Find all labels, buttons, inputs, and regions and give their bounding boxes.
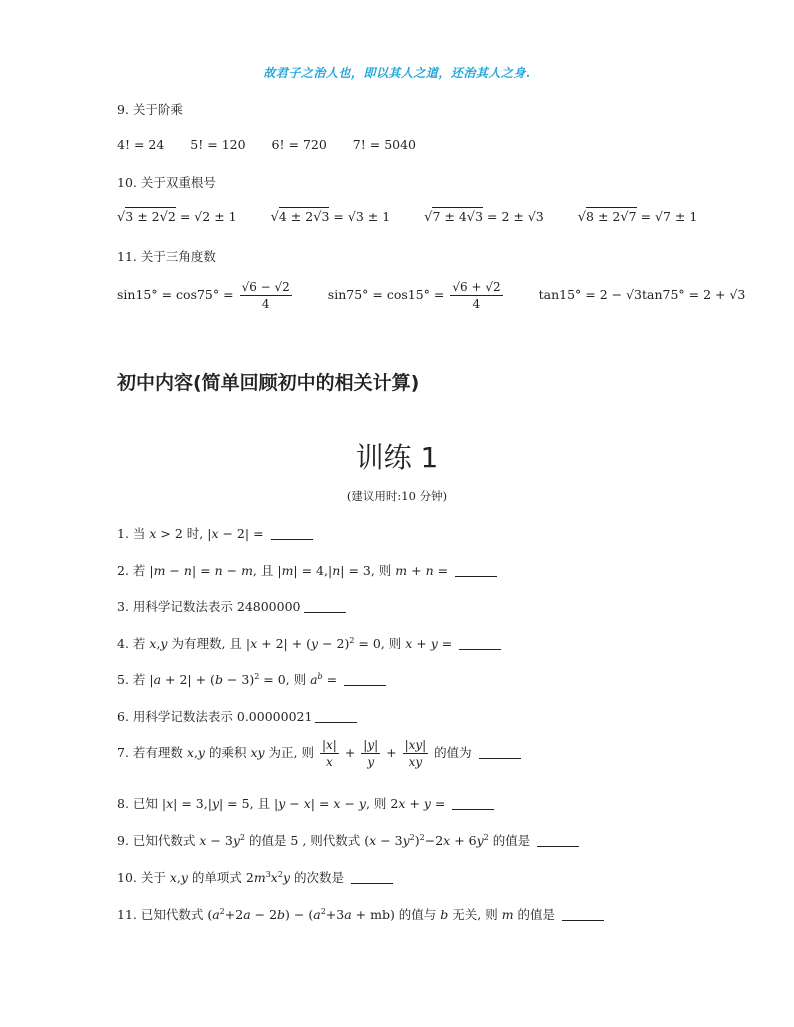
answer-blank[interactable]: [562, 919, 604, 921]
question-8: 8. 已知 |x| = 3,|y| = 5, 且 |y − x| = x − y, 则 2x + y =: [117, 794, 494, 812]
answer-blank[interactable]: [455, 575, 497, 577]
factorial-item: 5! = 120: [190, 137, 246, 152]
section-9-title: 9. 关于阶乘: [117, 102, 183, 117]
formula: tan15° = 2 − √3tan75° = 2 + √3: [538, 287, 746, 302]
question-6: 6. 用科学记数法表示 0.00000021: [117, 707, 357, 725]
factorial-item: 7! = 5040: [352, 137, 417, 152]
question-10: 10. 关于 x,y 的单项式 $2m^3x^2y$ 的次数是: [117, 868, 393, 886]
question-7: 7. 若有理数 x,y 的乘积 xy 为正, 则 $\frac{|x|}{x}$ + $\frac{|y|}{y}$ + $\frac{|xy|}{xy}$ 的值为: [117, 738, 521, 769]
section-11-title: 11. 关于三角度数: [117, 249, 216, 264]
formula: sin75° = cos15° = $\frac{√6 + √2}{4}$: [327, 280, 501, 311]
question-4: 4. 若 x,y 为有理数, 且 $|x + 2| + (y - 2)^2 = 0$, 则 x + y =: [117, 634, 501, 652]
answer-blank[interactable]: [351, 882, 393, 884]
answer-blank[interactable]: [537, 845, 579, 847]
answer-blank[interactable]: [459, 648, 501, 650]
question-3: 3. 用科学记数法表示 24800000: [117, 597, 346, 615]
time-hint: (建议用时:10 分钟): [346, 489, 448, 503]
answer-blank[interactable]: [479, 757, 521, 759]
answer-blank[interactable]: [315, 721, 357, 723]
formula: sin15° = cos75° = $\frac{√6 - √2}{4}$: [117, 280, 290, 311]
answer-blank[interactable]: [304, 611, 346, 613]
answer-blank[interactable]: [271, 538, 313, 540]
double-radical-formulas: [117, 209, 697, 225]
trig-formulas: [117, 280, 745, 311]
factorial-list: [117, 137, 416, 152]
question-11: 11. 已知代数式 $(a^2+2a - 2b) - (a^2+3a + mb)$ 的值与 b 无关, 则 m 的值是: [117, 905, 604, 923]
question-1: 1. 当 x > 2 时, |x − 2| =: [117, 524, 313, 542]
question-2: 2. 若 |m − n| = n − m, 且 |m| = 4,|n| = 3, 则 m + n =: [117, 561, 497, 579]
factorial-item: 6! = 720: [271, 137, 327, 152]
formula: √4 ± 2√3 = √3 ± 1: [270, 209, 391, 225]
question-5: 5. 若 $|a + 2| + (b - 3)^2 = 0$, 则 $a^b$ =: [117, 670, 386, 688]
formula: √8 ± 2√7 = √7 ± 1: [577, 209, 698, 225]
question-9: 9. 已知代数式 $x - 3y^2$ 的值是 5 , 则代数式 $(x - 3y^2)^2-2x + 6y^2$ 的值是: [117, 831, 579, 849]
section-10-title: 10. 关于双重根号: [117, 175, 216, 190]
answer-blank[interactable]: [452, 808, 494, 810]
formula: √7 ± 4√3 = 2 ± √3: [424, 209, 544, 225]
answer-blank[interactable]: [344, 684, 386, 686]
factorial-item: 4! = 24: [117, 137, 165, 152]
section-heading: 初中内容(简单回顾初中的相关计算): [117, 372, 420, 394]
header-motto: 故君子之治人也，即以其人之道，还治其人之身.: [263, 66, 531, 80]
formula: √3 ± 2√2 = √2 ± 1: [117, 209, 237, 225]
training-title: 训练 1: [355, 441, 439, 474]
